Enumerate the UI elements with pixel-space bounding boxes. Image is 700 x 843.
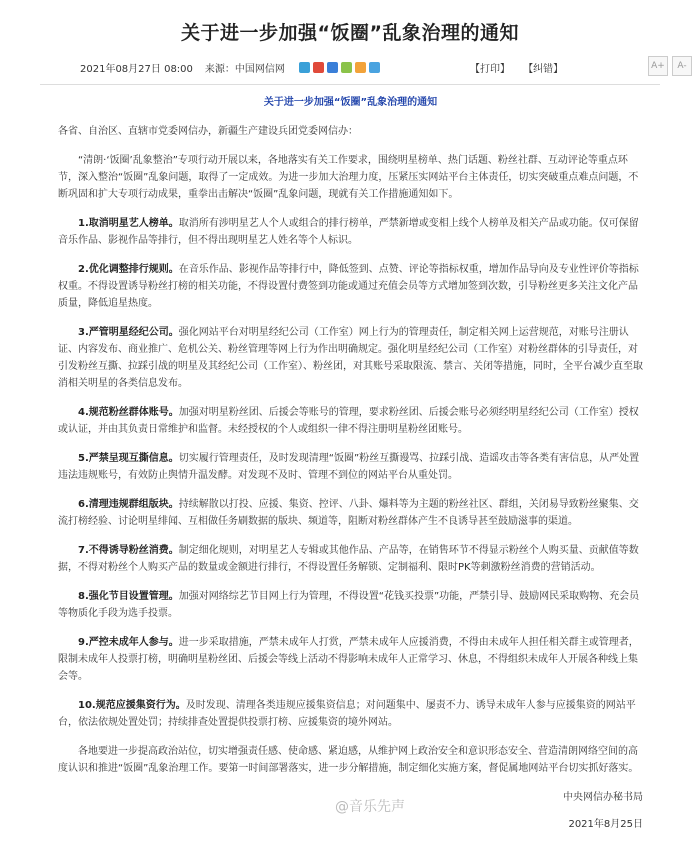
sign-date: 2021年8月25日 [568,819,643,830]
share-icon-6[interactable] [369,62,380,73]
measure-item [58,634,643,685]
article-body [58,94,643,843]
measure-text: 切实履行管理责任，及时发现清理“饭圈”粉丝互撕谩骂、拉踩引战、造谣攻击等各类有害信息，从严处置违法违规账号，有效防止舆情升温发酵。对发现不及时、管理不到位的网站平台从重处罚。 [58,453,640,481]
signature: 中央网信办秘书局 [563,792,643,803]
measure-item [58,324,643,392]
measure-heading: 3.严管明星经纪公司。 [78,327,179,338]
measure-heading: 6.清理违规群组版块。 [78,499,179,510]
divider [40,84,660,85]
measure-text: 加强对网络综艺节目网上行为管理，不得设置“花钱买投票”功能，严禁引导、鼓励网民采取购物、充会员等物质化手段为选手投票。 [58,591,640,619]
measure-list [58,215,643,731]
meta-actions [470,60,573,75]
measure-heading: 4.规范粉丝群体账号。 [78,407,179,418]
measure-item [58,450,643,484]
share-icons [299,62,383,74]
measure-item [58,215,643,249]
measure-heading: 2.优化调整排行规则。 [78,264,179,275]
measure-item [58,542,643,576]
measure-text: 加强对明星粉丝团、后援会等账号的管理，要求粉丝团、后援会账号必须经明星经纪公司（工作室）授权或认证，并由其负责日常维护和监督。未经授权的个人或组织一律不得注册明星粉丝团账号。 [58,407,639,435]
measure-heading: 9.严控未成年人参与。 [78,637,179,648]
intro-paragraph: “清朗·‘饭圈’乱象整治”专项行动开展以来，各地落实有关工作要求，围绕明星榜单、热门话题、粉丝社群、互动评论等重点环节，深入整治“饭圈”乱象问题，取得了一定成效。为进一步加大治理力度，压紧压实网站平台主体责任，切实突破重点难点问题，不断巩固和扩大专项行动成果，重拳出击解决“饭圈”乱象问题，现就有关工作措施通知如下。 [58,155,639,200]
measure-text: 制定细化规则，对明星艺人专辑或其他作品、产品等，在销售环节不得显示粉丝个人购买量、贡献值等数据，不得对粉丝个人购买产品的数量或金额进行排行，不得设置任务解锁、定制福利、限时PK等刺激粉丝消费的营销活动。 [58,545,639,573]
measure-text: 在音乐作品、影视作品等排行中，降低签到、点赞、评论等指标权重，增加作品导向及专业性评价等指标权重。不得设置诱导粉丝打榜的相关功能，不得设置付费签到功能或通过充值会员等方式增加签到次数，引导粉丝更多关注文化产品质量，降低追星热度。 [58,264,639,309]
watermark: @音乐先声 [335,799,405,815]
measure-item [58,404,643,438]
share-icon-5[interactable] [355,62,366,73]
meta-info [80,60,395,75]
measure-text: 强化网站平台对明星经纪公司（工作室）网上行为的管理责任，制定相关网上运营规范，对账号注册认证、内容发布、商业推广、危机公关、粉丝管理等网上行为作出明确规定。强化明星经纪公司（工作室）对粉丝群体的引导责任，对引发粉丝互撕、拉踩引战的明星及其经纪公司（工作室）、粉丝团，对其账号采取限流、禁言、关闭等措施，同时，全平台减少直至取消相关明星的各类信息发布。 [58,327,643,389]
measure-heading: 1.取消明星艺人榜单。 [78,218,179,229]
source [205,60,285,75]
measure-heading: 10.规范应援集资行为。 [78,700,186,711]
correct-link[interactable]: 【纠错】 [523,64,564,75]
page-title: 关于进一步加强“饭圈”乱象治理的通知 [181,22,519,44]
measure-text: 进一步采取措施，严禁未成年人打赏，严禁未成年人应援消费，不得由未成年人担任相关群主或管理者，限制未成年人投票打榜，明确明星粉丝团、后援会等线上活动不得影响未成年人正常学习、休息，不得组织未成年人开展各种线上集会等。 [58,637,639,682]
measure-item [58,261,643,312]
meta-bar [0,52,700,82]
source-label: 来源： [204,64,235,75]
measure-text: 取消所有涉明星艺人个人或组合的排行榜单，严禁新增或变相上线个人榜单及相关产品或功能。仅可保留音乐作品、影视作品等排行，但不得出现明星艺人姓名等个人标识。 [58,218,639,246]
print-link[interactable]: 【打印】 [470,64,510,75]
measure-item [58,496,643,530]
share-icon-2[interactable] [313,62,324,73]
salutation: 各省、自治区、直辖市党委网信办，新疆生产建设兵团党委网信办： [58,126,358,137]
measure-heading: 8.强化节目设置管理。 [78,591,179,602]
measure-text: 及时发现、清理各类违规应援集资信息；对问题集中、屡责不力、诱导未成年人参与应援集资的网站平台，依法依规处置处罚；持续排查处置提供投票打榜、应援集资的境外网站。 [58,700,636,728]
font-decrease-button[interactable]: A- [672,56,692,76]
share-icon-1[interactable] [299,62,310,73]
publish-date: 2021年08月27日 08:00 [80,64,193,75]
article-subtitle: 关于进一步加强“饭圈”乱象治理的通知 [263,97,438,108]
share-icon-4[interactable] [341,62,352,73]
closing-paragraph: 各地要进一步提高政治站位，切实增强责任感、使命感、紧迫感，从维护网上政治安全和意识形态安全、营造清朗网络空间的高度认识和推进“饭圈”乱象治理工作。要第一时间部署落实，进一步分解措施，制定细化实施方案，督促属地网站平台切实抓好落实。 [58,746,639,774]
source-name: 中国网信网 [234,64,285,75]
measure-item [58,697,643,731]
font-increase-button[interactable]: A+ [648,56,668,76]
measure-heading: 7.不得诱导粉丝消费。 [78,545,179,556]
measure-text: 持续解散以打投、应援、集资、控评、八卦、爆料等为主题的粉丝社区、群组，关闭易导致粉丝聚集、交流打榜经验、讨论明星绯闻、互相做任务刷数据的版块、频道等，阻断对粉丝群体产生不良诱导甚至鼓励滋事的渠道。 [58,499,639,527]
share-icon-3[interactable] [327,62,338,73]
measure-item [58,588,643,622]
measure-heading: 5.严禁呈现互撕信息。 [78,453,179,464]
